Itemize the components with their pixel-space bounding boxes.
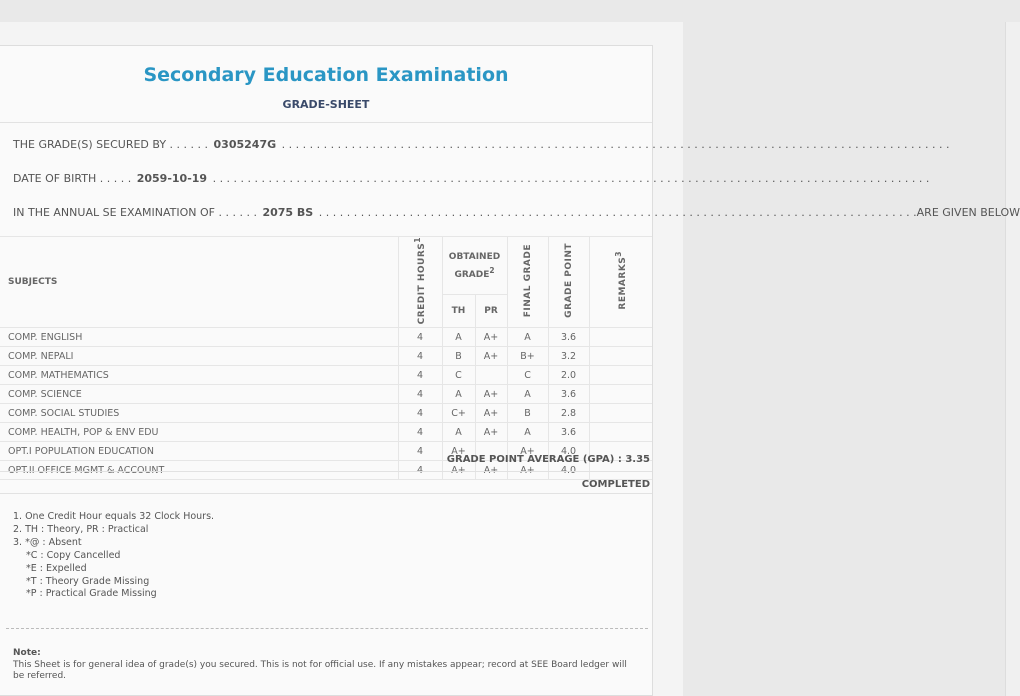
table-row (0, 423, 652, 442)
credit-cell: 4 (398, 347, 442, 366)
point-cell: 2.8 (548, 404, 589, 423)
pr-cell: A+ (475, 385, 507, 404)
status-code: *C : Copy Cancelled (26, 549, 121, 561)
subjects-header: SUBJECTS (0, 237, 398, 328)
subject-cell: COMP. SCIENCE (0, 385, 398, 404)
final-cell: C (507, 366, 548, 385)
dashed-divider (6, 628, 648, 629)
point-cell: 4.0 (548, 442, 589, 461)
disclaimer-note (13, 648, 628, 683)
secured-by-line: THE GRADE(S) SECURED BY . . . . . . 0305247G . . . . . . . . . . . . . . . . . . . . . . . . . . . . . . . . . . . . . . . . . . . . . . . . . . . . . . . . . . . . . . . . . . . . . . . . . . . . . . . . . . . . . . . . . . . . . . . . (13, 138, 950, 151)
grade-point-header: GRADE POINT (548, 237, 589, 328)
footnotes (13, 511, 214, 601)
th-cell: A (442, 328, 475, 347)
pr-cell (475, 366, 507, 385)
divider (0, 493, 652, 494)
page-subtitle: GRADE-SHEET (282, 98, 370, 111)
th-cell: A+ (442, 442, 475, 461)
table-row (0, 328, 652, 347)
th-cell: C+ (442, 404, 475, 423)
grades-table (0, 236, 652, 480)
note-text: This Sheet is for general idea of grade(s) you secured. This is not for official use. If any mistakes appear; record at SEE Board ledger will be referred. (13, 659, 627, 681)
pr-header: PR (475, 295, 507, 328)
pr-cell: A+ (475, 404, 507, 423)
pr-cell: A+ (475, 328, 507, 347)
grade-sheet (0, 45, 1020, 696)
table-row (0, 347, 652, 366)
dob-value: 2059-10-19 (136, 172, 208, 185)
divider (0, 471, 652, 472)
th-cell: B (442, 347, 475, 366)
th-header: TH (442, 295, 475, 328)
subject-cell: COMP. HEALTH, POP & ENV EDU (0, 423, 398, 442)
credit-cell: 4 (398, 423, 442, 442)
table-row (0, 385, 652, 404)
subject-cell: COMP. NEPALI (0, 347, 398, 366)
dob-label: DATE OF BIRTH (13, 172, 97, 185)
point-cell: 3.6 (548, 328, 589, 347)
page-title: Secondary Education Examination (143, 64, 509, 86)
credit-cell: 4 (398, 385, 442, 404)
final-cell: A (507, 328, 548, 347)
status-code: *P : Practical Grade Missing (26, 588, 157, 600)
subject-cell: OPT.I POPULATION EDUCATION (0, 442, 398, 461)
point-cell: 3.2 (548, 347, 589, 366)
th-cell: C (442, 366, 475, 385)
subject-cell: COMP. MATHEMATICS (0, 366, 398, 385)
footnote: 3. *@ : Absent (13, 536, 82, 548)
point-cell: 2.0 (548, 366, 589, 385)
exam-label: IN THE ANNUAL SE EXAMINATION OF (13, 206, 215, 219)
final-grade-header: FINAL GRADE (507, 237, 548, 328)
subject-cell: COMP. SOCIAL STUDIES (0, 404, 398, 423)
status-code: *E : Expelled (26, 562, 87, 574)
th-cell: A (442, 385, 475, 404)
point-cell: 3.6 (548, 423, 589, 442)
note-label: Note: (13, 648, 41, 658)
final-cell: A+ (507, 442, 548, 461)
pr-cell: A+ (475, 423, 507, 442)
subject-cell: COMP. ENGLISH (0, 328, 398, 347)
remarks-cell (589, 347, 652, 366)
status-code: *T : Theory Grade Missing (26, 575, 150, 587)
th-cell: A (442, 423, 475, 442)
point-cell: 3.6 (548, 385, 589, 404)
pr-cell: A+ (475, 347, 507, 366)
dob-line: DATE OF BIRTH . . . . . 2059-10-19 . . . . . . . . . . . . . . . . . . . . . . . . . . . . . . . . . . . . . . . . . . . . . . . . . . . . . . . . . . . . . . . . . . . . . . . . . . . . . . . . . . . . . . . . . . . . . . . . . . . . . . . (13, 172, 930, 185)
exam-year: 2075 BS (262, 206, 314, 219)
footnote: 1. One Credit Hour equals 32 Clock Hours. (13, 511, 215, 522)
credit-cell: 4 (398, 404, 442, 423)
table-row (0, 404, 652, 423)
secured-by-label: THE GRADE(S) SECURED BY (13, 138, 167, 151)
credit-cell: 4 (398, 442, 442, 461)
remarks-cell (589, 328, 652, 347)
remarks-cell (589, 385, 652, 404)
table-row (0, 366, 652, 385)
final-cell: A (507, 385, 548, 404)
final-cell: B (507, 404, 548, 423)
status-badge: COMPLETED (581, 479, 650, 490)
remarks-cell (589, 423, 652, 442)
credit-hours-header: CREDIT HOURS$^1$ (398, 237, 442, 328)
credit-cell: 4 (398, 366, 442, 385)
scrollbar[interactable] (1005, 22, 1020, 696)
final-cell: A (507, 423, 548, 442)
divider (0, 122, 652, 123)
remarks-cell (589, 366, 652, 385)
remarks-header: REMARKS$^3$ (589, 237, 652, 328)
obtained-grade-header: OBTAINED GRADE$^2$ (442, 237, 507, 295)
credit-cell: 4 (398, 328, 442, 347)
gpa-value: GRADE POINT AVERAGE (GPA) : 3.35 (446, 454, 650, 465)
exam-tail: ARE GIVEN BELOW (916, 206, 1020, 219)
footnote: 2. TH : Theory, PR : Practical (13, 523, 149, 535)
remarks-cell (589, 404, 652, 423)
exam-line: IN THE ANNUAL SE EXAMINATION OF . . . . . . 2075 BS . . . . . . . . . . . . . . . . . . . . . . . . . . . . . . . . . . . . . . . . . . . . . . . . . . . . . . . . . . . . . . . . . . . . . . . . . . . . . . . . . . . . . . ARE GIVEN BELOW (13, 206, 1020, 219)
final-cell: B+ (507, 347, 548, 366)
symbol-number: 0305247G (213, 138, 277, 151)
